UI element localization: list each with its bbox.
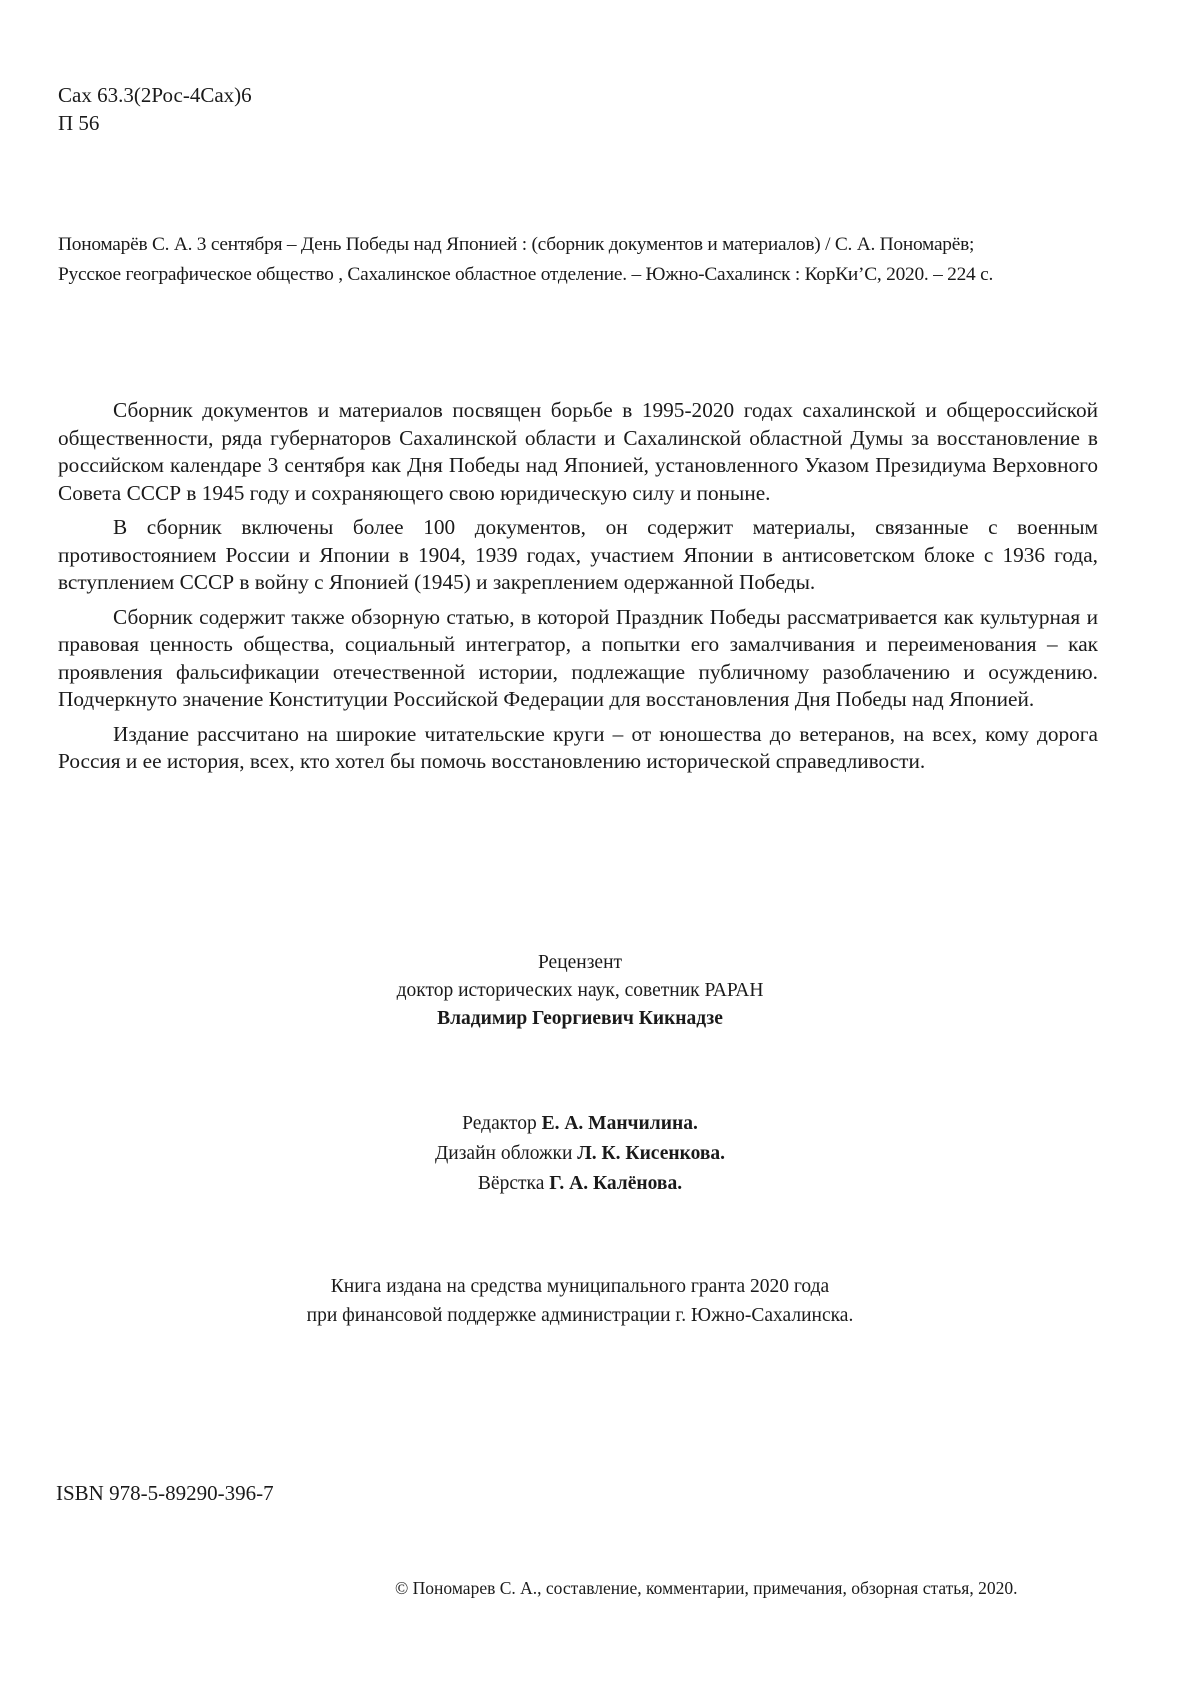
isbn: ISBN 978-5-89290-396-7 (56, 1481, 274, 1505)
udc-classification (58, 81, 252, 137)
copyright-notice: © Пономарев С. А., составление, комментарии, примечания, обзорная статья, 2020. (395, 1578, 1018, 1598)
bibliographic-line-1: Пономарёв С. А. 3 сентября – День Победы над Японией : (сборник документов и материалов) / С. А. Пономарёв; (58, 234, 975, 255)
reviewer-heading: Рецензент (537, 952, 623, 973)
cover-design-credit (0, 1139, 1160, 1169)
cover-design-label: Дизайн обложки (434, 1143, 578, 1164)
udc-code: Сах 63.3(2Рос-4Сах)6 (58, 83, 252, 107)
editor-name: Е. А. Манчилина. (541, 1113, 698, 1134)
layout-credit (0, 1169, 1160, 1199)
author-mark: П 56 (58, 111, 100, 135)
grant-line-1: Книга издана на средства муниципального гранта 2020 года (330, 1276, 830, 1297)
layout-name: Г. А. Калёнова. (549, 1173, 683, 1194)
grant-line-2: при финансовой поддержке администрации г. Южно-Сахалинска. (306, 1305, 854, 1326)
abstract-paragraph-4: Издание рассчитано на широкие читательские круги – от юношества до ветеранов, на всех, кому дорога Россия и ее история, всех, кто хотел бы помочь восстановлению исторической справедливости. (58, 721, 1098, 773)
bibliographic-record (58, 230, 1108, 290)
abstract-paragraph-1: Сборник документов и материалов посвящен борьбе в 1995-2020 годах сахалинской и общероссийской общественности, ряда губернаторов Сахалинской области и Сахалинской областной Думы за восстановление в российском календаре 3 сентября как Дня Победы над Японией, установленного Указом Президиума Верховного Совета СССР в 1945 году и сохраняющего свою юридическую силу и поныне. (58, 398, 1098, 505)
cover-design-name: Л. К. Кисенкова. (577, 1143, 725, 1164)
bibliographic-line-2: Русское географическое общество , Сахалинское областное отделение. – Южно-Сахалинск : КорКи’С, 2020. – 224 с. (58, 264, 994, 285)
grant-note (0, 1272, 1160, 1330)
reviewer-title: доктор исторических наук, советник РАРАН (396, 980, 764, 1001)
editor-credit (0, 1109, 1160, 1139)
abstract-paragraph-3: Сборник содержит также обзорную статью, в которой Праздник Победы рассматривается как культурная и правовая ценность общества, социальный интегратор, а попытки его замалчивания и переименования – как проявления фальсификации отечественной истории, подлежащие публичному разоблачению и осуждению. Подчеркнуто значение Конституции Российской Федерации для восстановления Дня Победы над Японией. (58, 604, 1098, 711)
layout-label: Вёрстка (477, 1173, 550, 1194)
reviewer-name: Владимир Георгиевич Кикнадзе (437, 1008, 723, 1029)
editor-label: Редактор (462, 1113, 542, 1134)
reviewer-block (0, 949, 1160, 1033)
credits-block (0, 1109, 1160, 1199)
abstract-paragraph-2: В сборник включены более 100 документов, он содержит материалы, связанные с военным противостоянием России и Японии в 1904, 1939 годах, участием Японии в антисоветском блоке с 1936 года, вступлением СССР в войну с Японией (1945) и закреплением одержанной Победы. (58, 515, 1098, 594)
abstract (58, 397, 1098, 783)
